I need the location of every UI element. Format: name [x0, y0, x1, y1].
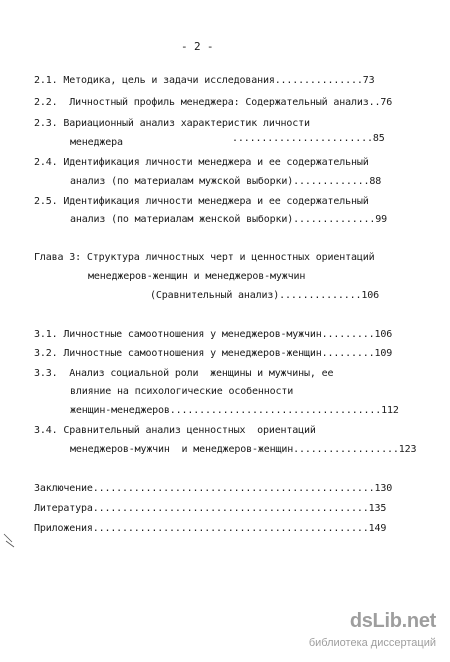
page-number: - 2 -	[181, 40, 214, 53]
chapter-3-heading: Глава 3: Структура личностных черт и ценностных ориентаций	[34, 252, 375, 263]
toc-conclusion: Заключение................................................130	[34, 483, 393, 494]
toc-entry-2-3-cont: менеджера	[70, 137, 123, 148]
toc-entry-2-5: 2.5. Идентификация личности менеджера и ее содержательный	[34, 196, 369, 207]
toc-appendices: Приложения...............................................149	[34, 523, 387, 534]
watermark-subtitle: библиотека диссертаций	[308, 637, 436, 649]
toc-entry-2-4: 2.4. Идентификация личности менеджера и ее содержательный	[34, 157, 369, 168]
toc-entry-3-3: 3.3. Анализ социальной роли женщины и мужчины, ее	[34, 368, 334, 379]
toc-entry-3-3-cont: влияние на психологические особенности	[70, 386, 294, 397]
toc-entry-3-4-cont: менеджеров-мужчин и менеджеров-женщин..................123	[70, 444, 417, 455]
toc-entry-3-3-page: женщин-менеджеров....................................112	[70, 405, 399, 416]
scan-mark-icon	[2, 532, 16, 550]
toc-entry-2-3: 2.3. Вариационный анализ характеристик личности	[34, 118, 310, 129]
toc-entry-3-4: 3.4. Сравнительный анализ ценностных ориентаций	[34, 425, 316, 436]
watermark-logo: dsLib.net	[349, 610, 436, 632]
toc-entry-2-5-cont: анализ (по материалам женской выборки)..............99	[70, 214, 388, 225]
toc-entry-2-1: 2.1. Методика, цель и задачи исследования...............73	[34, 75, 375, 86]
chapter-3-heading-cont: менеджеров-женщин и менеджеров-мужчин	[88, 271, 306, 282]
toc-literature: Литература...............................................135	[34, 503, 387, 514]
toc-entry-3-1: 3.1. Личностные самоотношения у менеджеров-мужчин.........106	[34, 329, 393, 340]
chapter-3-heading-page: (Сравнительный анализ)..............106	[150, 290, 379, 301]
toc-entry-2-2: 2.2. Личностный профиль менеджера: Содержательный анализ..76	[34, 97, 393, 108]
toc-entry-3-2: 3.2. Личностные самоотношения у менеджеров-женщин.........109	[34, 348, 393, 359]
toc-entry-2-4-cont: анализ (по материалам мужской выборки).............88	[70, 176, 382, 187]
toc-entry-2-3-page: ........................85	[232, 133, 385, 144]
